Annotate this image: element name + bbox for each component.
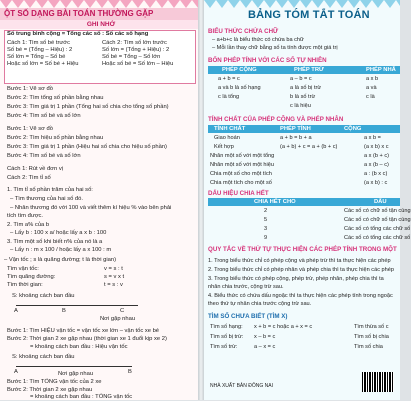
diagram1-label: S: khoảng cách ban đầu bbox=[12, 293, 75, 299]
find-x-label: Tìm số bị trừ: bbox=[210, 334, 244, 340]
diagram2-label: S: khoảng cách ban đầu bbox=[12, 354, 75, 360]
section-title: TÌM SỐ CHƯA BIẾT (TÌM X) bbox=[208, 313, 288, 320]
note-line: Số bé = (Tổng – Hiệu) : 2 bbox=[7, 47, 73, 53]
percent-line: 3. Tìm một số khi biết n% của nó là a bbox=[7, 239, 103, 245]
diagram2-meet: Nơi gặp nhau bbox=[58, 371, 94, 377]
rule-line: theo thứ tự nhân chia trước cộng trừ sau. bbox=[208, 301, 312, 307]
rule-line: 3. Trong biểu thức có phép cộng, phép trừ, phép nhân, phép chia thì ta bbox=[208, 276, 384, 282]
table-cell: Kết hợp bbox=[214, 144, 234, 150]
motion-formula: s = v x t bbox=[104, 274, 125, 280]
diagram1-step: = khoảng cách ban đầu : Hiệu vận tốc bbox=[30, 344, 128, 350]
diagram1-point: A bbox=[14, 308, 18, 314]
page-title: BẢNG TÓM TẮT TOÁN bbox=[248, 9, 370, 21]
percent-line: – Lấy b : 100 x a/ hoặc lấy a x b : 100 bbox=[10, 230, 107, 236]
rule-line: nhân chia trước, cộng trừ sau. bbox=[208, 284, 284, 290]
percent-line: 2. Tìm a% của b bbox=[7, 222, 50, 228]
table-cell: Các số có chữ số tận cùng bbox=[344, 217, 411, 223]
step-line: Bước 3: Tìm giá trị 1 phần (Tổng hai số chia cho tổng số phần) bbox=[7, 104, 169, 110]
table-cell: b là số trừ bbox=[290, 94, 316, 100]
step-line: Bước 4: Tìm số bé và số lớn bbox=[7, 113, 81, 119]
step-line: Bước 1: Vẽ sơ đồ bbox=[7, 86, 53, 92]
diagram1-line bbox=[16, 305, 138, 306]
percent-line: – Tìm thương của hai số đó. bbox=[10, 196, 83, 202]
diagram2-point: B bbox=[128, 369, 132, 375]
table-cell: a x b = bbox=[364, 135, 381, 141]
find-x-label: Tìm số hạng: bbox=[210, 324, 243, 330]
diagram2-step: Bước 1: Tìm TỔNG vận tốc của 2 xe bbox=[7, 379, 102, 385]
section-title: BIỂU THỨC CHỨA CHỮ bbox=[208, 28, 279, 35]
table-head: DẤU bbox=[374, 199, 387, 205]
table-cell: a là số bị trừ bbox=[290, 85, 322, 91]
table-cell: a và b là số hạng bbox=[218, 85, 261, 91]
table-cell: (a x b) x c bbox=[364, 144, 389, 150]
percent-line: – Nhân thương đó với 100 và viết thêm kí hiệu % vào bên phải bbox=[10, 205, 172, 211]
table-cell: a x (b – c) bbox=[364, 162, 389, 168]
note-line: Số lớn = Tổng – Số bé bbox=[7, 54, 66, 60]
find-x-label: Tìm thừa số c bbox=[354, 324, 389, 330]
motion-label: Tìm quãng đường: bbox=[7, 274, 56, 280]
diagram1-step: Bước 1: Tìm HIỆU vận tốc = vận tốc xe lớn – vận tốc xe bé bbox=[7, 328, 160, 334]
section-title: QUY TẮC VỀ THỨ TỰ THỰC HIỆN CÁC PHÉP TÍNH TRONG MỘT bbox=[208, 246, 397, 253]
diagram1-point: C bbox=[120, 308, 125, 314]
note-line: Hoặc số bé = Số lớn – Hiệu bbox=[102, 61, 174, 67]
percent-line: 1. Tìm tỉ số phần trăm của hai số: bbox=[7, 187, 93, 193]
section-line: – a+b+c là biểu thức có chứa ba chữ bbox=[212, 37, 304, 43]
step-line: Bước 3: Tìm giá trị 1 phần (Hiệu hai số chia cho hiệu số phần) bbox=[7, 144, 167, 150]
motion-formula: v = s : t bbox=[104, 266, 123, 272]
table-cell: 9 bbox=[264, 235, 268, 241]
note-line: Cách 2: Tìm số lớn trước bbox=[102, 40, 167, 46]
table-head: PHÉP TÍNH bbox=[280, 126, 311, 132]
diagram1-step: Bước 2: Thời gian 2 xe gặp nhau (thời gian xe 1 đuổi kịp xe 2) bbox=[7, 336, 167, 342]
find-x-formula: x – b = c bbox=[254, 334, 276, 340]
note-line: Cách 1: Tìm số bé trước bbox=[7, 40, 70, 46]
table-cell: Nhân một số với một hiệu bbox=[210, 162, 274, 168]
table-cell: 3 bbox=[264, 226, 268, 232]
table-header-bar bbox=[208, 198, 400, 206]
motion-formula: t = s : v bbox=[104, 282, 123, 288]
table-cell: a – b = c bbox=[290, 76, 312, 82]
table-cell: a + b = b + a bbox=[280, 135, 312, 141]
find-x-formula: a – x = c bbox=[254, 344, 276, 350]
rule-line: 1. Trong biểu thức chỉ có phép cộng và phép trừ thì ta thực hiện các phép bbox=[208, 258, 391, 264]
section-title: TÍNH CHẤT CỦA PHÉP CỘNG VÀ PHÉP NHÂN bbox=[208, 116, 344, 123]
note-line: Số lớn = (Tổng + Hiệu) : 2 bbox=[102, 47, 170, 53]
diagram2-line bbox=[16, 366, 132, 367]
find-x-label: Tìm số trừ: bbox=[210, 344, 238, 350]
table-head: PHÉP TRỪ bbox=[294, 67, 324, 73]
percent-line: tích tìm được. bbox=[7, 213, 44, 219]
note-line: Hoặc số lớn = Số bé + Hiệu bbox=[7, 61, 79, 67]
table-cell: Các số có chữ số tận cùng bbox=[344, 208, 411, 214]
note-line: Số bé = Tổng – Số lớn bbox=[102, 54, 161, 60]
step-line: Bước 2: Tìm hiệu số phần bằng nhau bbox=[7, 135, 104, 141]
ratio-line: Cách 2: Tìm tỉ số bbox=[7, 175, 51, 181]
table-cell: c là tổng bbox=[218, 94, 240, 100]
diagram1-meet: Nơi gặp nhau bbox=[100, 316, 136, 322]
step-line: Bước 2: Tìm tổng số phần bằng nhau bbox=[7, 95, 104, 101]
table-cell: a và bbox=[366, 85, 377, 91]
diagram2-point: A bbox=[14, 369, 18, 375]
table-cell: a x (b + c) bbox=[364, 153, 390, 159]
find-x-label: Tìm số bị chia bbox=[354, 334, 389, 340]
section-title: BỐN PHÉP TÍNH VỚI CÁC SỐ TỰ NHIÊN bbox=[208, 57, 327, 64]
left-header: ỘT SỐ DẠNG BÀI TOÁN THƯỜNG GẶP bbox=[0, 8, 198, 20]
ratio-line: Cách 1: Rút về đơn vị bbox=[7, 166, 63, 172]
section-title: DẤU HIỆU CHIA HẾT bbox=[208, 190, 269, 197]
table-head: TÍNH CHẤT bbox=[214, 126, 246, 132]
table-cell: Chia một số cho một tích bbox=[210, 171, 272, 177]
diagram2-step: Bước 2: Thời gian 2 xe gặp nhau bbox=[7, 387, 93, 393]
table-cell: Các số có tổng các chữ số bbox=[344, 226, 411, 232]
table-cell: Giao hoán bbox=[214, 135, 240, 141]
table-cell: Chia một tích cho một số bbox=[210, 180, 272, 186]
barcode bbox=[362, 372, 394, 392]
motion-label: Tìm vận tốc: bbox=[7, 266, 39, 272]
diagram2-step: = khoảng cách ban đầu : TỔNG vận tốc bbox=[30, 394, 133, 400]
left-page bbox=[0, 0, 198, 400]
table-head: CHIA HẾT CHO bbox=[254, 199, 296, 205]
step-line: Bước 4: Tìm số bé và số lớn bbox=[7, 153, 81, 159]
section-line: – Mỗi lần thay chữ bằng số ta tính được một giá trị bbox=[212, 45, 338, 51]
table-cell: 5 bbox=[264, 217, 268, 223]
find-x-label: Tìm số chia bbox=[354, 344, 383, 350]
motion-label: Tìm thời gian: bbox=[7, 282, 43, 288]
table-cell: a + b = c bbox=[218, 76, 240, 82]
motion-line: – Vận tốc ; s là quãng đường; t là thời gian) bbox=[4, 257, 117, 263]
table-cell: c là bbox=[366, 94, 375, 100]
table-head: CỘNG bbox=[344, 126, 362, 132]
table-cell: (a + b) + c = a + (b + c) bbox=[280, 144, 338, 150]
table-head: PHÉP CỘNG bbox=[222, 67, 257, 73]
ghi-nho-banner: GHI NHỚ bbox=[0, 20, 198, 29]
step-line: Bước 1: Vẽ sơ đồ bbox=[7, 126, 53, 132]
rule-line: 2. Trong biểu thức chỉ có phép nhân và phép chia thì ta thực hiện các phép bbox=[208, 267, 394, 273]
table-cell: (a x b) : c bbox=[364, 180, 388, 186]
percent-line: – Lấy n : m x 100 / hoặc lấy a x 100 : m bbox=[10, 247, 112, 253]
table-cell: a x b bbox=[366, 76, 379, 82]
table-cell: a : (b x c) bbox=[364, 171, 388, 177]
diagram1-point: B bbox=[62, 308, 66, 314]
table-cell: 2 bbox=[264, 208, 268, 214]
average-formula: Số trung bình cộng = Tổng các số : Số các số hạng bbox=[7, 31, 149, 37]
find-x-formula: x + b = c hoặc a + x = c bbox=[254, 324, 313, 330]
right-page bbox=[204, 0, 411, 400]
table-cell: c là hiệu bbox=[290, 103, 311, 109]
rule-line: 4. Biểu thức có chứa dấu ngoặc thì ta thực hiện các phép tính trong ngoặc bbox=[208, 293, 393, 299]
table-cell: Các số có tổng các chữ số bbox=[344, 235, 411, 241]
table-head: PHÉP NHÂ bbox=[366, 67, 396, 73]
table-cell: Nhân một số với một tổng bbox=[210, 153, 275, 159]
publisher-footer: NHÀ XUẤT BẢN ĐÔNG NAI bbox=[210, 383, 273, 389]
